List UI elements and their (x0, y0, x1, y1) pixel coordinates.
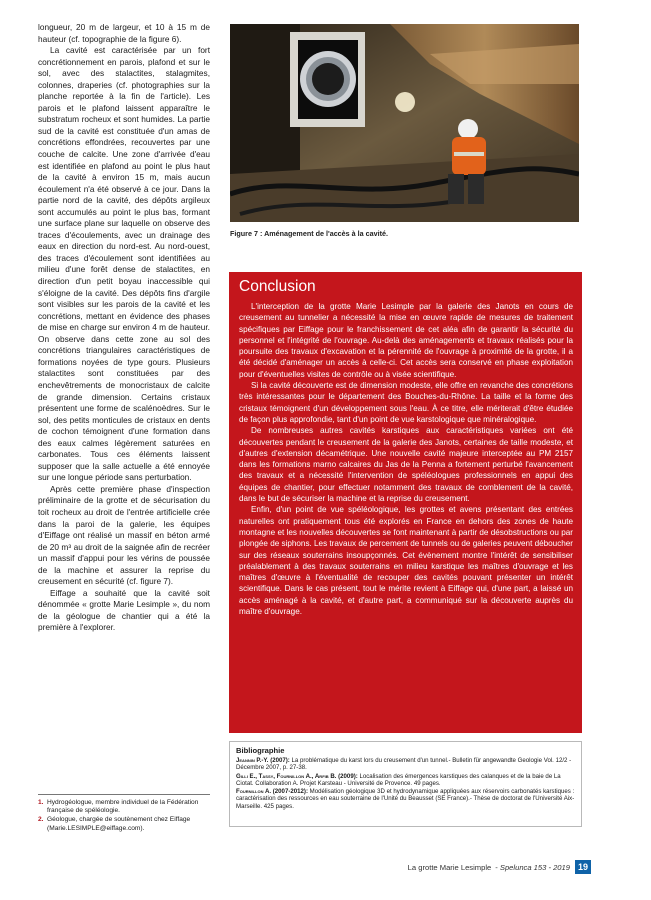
conclusion-paragraph: Si la cavité découverte est de dimension modeste, elle offre en revanche des concrétions très intéressantes pour le département des Bouches-du-Rhône. La taille et la forme des cristaux témoignent d'un développement sous l'eau. À ce titre, elle mériterait d'être étudiée de façon plus approfondie, tant d'un point de vue karstologique que minéralogique. (239, 381, 573, 424)
footnote (38, 799, 210, 815)
conclusion-box (229, 272, 582, 733)
body-paragraph: Après cette première phase d'inspection préliminaire de la grotte et de sécurisation du toit rocheux au droit de l'entrée artificielle crée dans la paroi de la galerie, les équipes d'Eiffage ont réalisé un massif en béton armé de 20 m³ au droit de la saignée afin de recréer un massif d'appui pour les vérins de poussée de la machine et assurer la reprise du creusement en sécurité (cf. figure 7). (38, 483, 210, 587)
bibliography-title: Bibliographie (236, 746, 285, 755)
footnotes (38, 794, 210, 834)
bibliography-text: La problématique du karst lors du creusement d'un tunnel.- Bulletin für angewandte Geologie Vol. 12/2 - Décembre 2007, p. 27-38. (236, 757, 572, 772)
conclusion-paragraph: L'interception de la grotte Marie Lesimple par la galerie des Janots en cours de creusement au tunnelier a nécessité la mise en œuvre rapide de mesures de traitement spécifiques par Eiffage pour le franchissement de cet aléa afin de garantir la sécurité du personnel et l'intégrité de l'ouvrage. Au-delà des aménagements et travaux réalisés pour la poursuite des travaux d'excavation et la pérennité de l'ouvrage à proximité de la grotte, il a été décidé d'aménager un accès à celle-ci. Cet accès sera conservé en phase exploitation pour d'éventuelles visites de contrôle ou à visée scientifique. (239, 302, 573, 379)
body-paragraph: La cavité est caractérisée par un fort concrétionnement en parois, plafond et sur le sol, avec des stalactites, stalagmites, colonnes, draperies (cf. photographies sur la planche reportée à la fin de l'article). Les parois et le plafond laissent apparaître le substratum rocheux et sont humides. La partie sud de la cavité est constituée d'un amas de concrétions effondrées, recouvertes par une couche de calcite. Une zone d'arrivée d'eau est identifiée en plafond au point le plus haut de la cavité à environ 15 m, mais aucun écoulement n'a été observé à ce jour. Dans la partie nord de la cavité, des dépôts argileux sont accumulés au point le plus bas, formant une surface plane sur laquelle on observe des traces d'écoulements, avec un drainage des eaux en direction du nord-est. Au nord-ouest, des traces d'écoulement sont identifiées au milieu d'une forêt dense de stalactites, en direction d'un petit boyau inaccessible qui s'éloigne de la cavité. Des dépôts fins d'argile sont visibles sur les parois de la cavité et les concrétions, mettant en évidence des phases de mise en charge sur environ 4 m de hauteur. On observe dans cette zone au sol des concrétions triangulaires caractéristiques de formations noyées de type gours. Plusieurs stalactites sont constituées par des enchevêtrements de monocristaux de calcite de grande dimension. Certains cristaux présentent une forme de scalénoèdres. Sur le sol, des petits monticules de cristaux en dents de cochon témoignent d'une formation dans des eaux calmes légèrement saturées en carbonates. Tous ces éléments laissent supposer que la salle actuelle a été ennoyée sur une longue période sans perturbation. (38, 45, 210, 483)
footnote-text: Hydrogéologue, membre individuel de la Fédération française de spéléologie. (47, 799, 199, 815)
bibliography-authors: Jeannin P.-Y. (2007): (236, 757, 290, 764)
footnote-number: 2. (38, 816, 44, 824)
body-paragraph: Eiffage a souhaité que la cavité soit dénommée « grotte Marie Lesimple », du nom de la géologue de chantier qui a été la première à l'explorer. (38, 587, 210, 633)
footnote-text: Géologue, chargée de soutènement chez Eiffage (Marie.LESIMPLE@eiffage.com). (47, 816, 191, 832)
bibliography-entry (236, 757, 575, 772)
body-paragraph: longueur, 20 m de largeur, et 10 à 15 m de hauteur (cf. topographie de la figure 6). (38, 22, 210, 44)
footnote-number: 1. (38, 799, 44, 806)
bibliography-authors: Fournillon A. (2007-2012): (236, 788, 308, 796)
page-footer: La grotte Marie Lesimple - Spelunca 153 - 2019 19 (408, 860, 591, 874)
footnote (38, 816, 210, 832)
bibliography-text: Localisation des émergences karstiques des calanques et de la baie de La Ciotat. Collaboration A. Projet Karsteau - Université de Provence. 49 pages. (236, 772, 561, 787)
conclusion-title: Conclusion (239, 278, 316, 295)
bibliography-box (229, 741, 582, 827)
conclusion-paragraph: Enfin, d'un point de vue spéléologique, les grottes et avens présentant des entrées naturelles ont pratiquement tous été explorés en France en dehors des zones de haute montagne et les nouvelles découvertes se font maintenant à partir de désobstructions ou par plongée de siphons. Les travaux de percement de tunnels ou de galeries peuvent déboucher sur des réseaux souterrains insoupçonnés. Cet évènement montre l'intérêt de sensibiliser préalablement à des travaux souterrains en milieu karstique les maîtres d'ouvrage et les maîtres d'œuvre à l'éventualité de recouper des cavités pouvant présenter un intérêt scientifique. Dans le cas présent, tout le mérite revient à Eiffage qui, d'une part, a laissé un accès aménagé à la cavité, et d'autre part, a communiqué sur la découverte auprès du maître d'ouvrage. (239, 505, 573, 617)
conclusion-paragraph: De nombreuses autres cavités karstiques aux caractéristiques variées ont été découvertes pendant le creusement de la galerie des Janots, certaines de taille modeste, et d'autres d'extension décamétrique. Une nouvelle cavité majeure interceptée au PM 2157 dans les formations marno calcaires du Jas de la Penna a fortement perturbé l'avancement des travaux et a nécessité l'intervention de spéléologues professionnels en appui des équipes de chantier, pour effectuer notamment des travaux de comblement de la cavité, dans le but de sécuriser la machine et la reprise du creusement. (239, 426, 573, 504)
bibliography-text: Modélisation géologique 3D et hydrodynamique appliquées aux réservoirs carbonatés karstiques : caractérisation des ressources en eau souterraine de l'Unité du Beausset (SE France).- Thèse de doctorat de l'Université Aix-Marseille. 425 pages. (236, 788, 575, 810)
figure-caption: Figure 7 : Aménagement de l'accès à la cavité. (230, 229, 389, 238)
footer-article-title: La grotte Marie Lesimple (407, 862, 492, 872)
bibliography-entry (236, 773, 575, 788)
bibliography-entry (236, 788, 575, 810)
bibliography-authors: Gilli E., Tassy, Fournillon A., Arfib B. (2009): (236, 772, 358, 780)
figure-7-photo (230, 24, 579, 222)
page-number: 19 (575, 860, 591, 874)
tunnel-photo-illustration (230, 24, 579, 222)
footer-journal: Spelunca 153 - 2019 (499, 862, 570, 872)
left-column (38, 22, 210, 634)
